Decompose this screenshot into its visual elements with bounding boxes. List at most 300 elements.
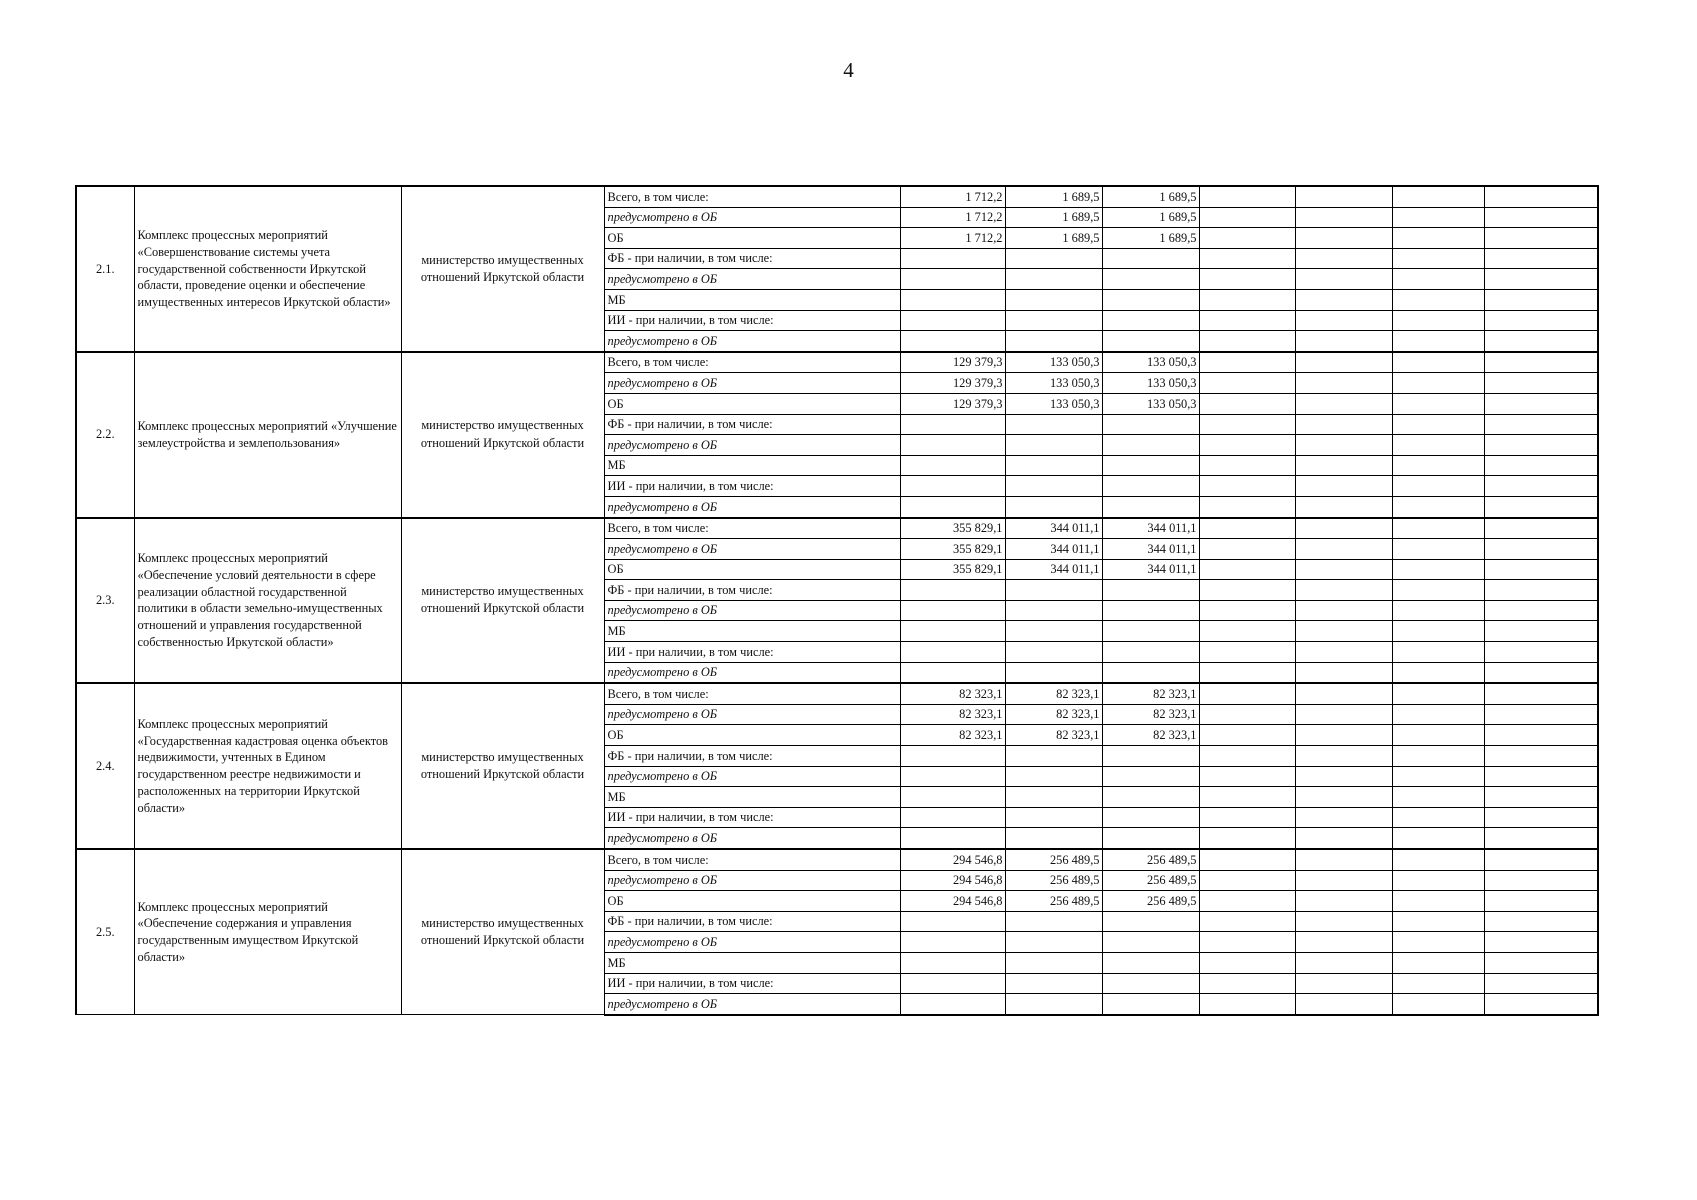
empty-cell	[1484, 973, 1598, 994]
funding-source-label: МБ	[604, 952, 900, 973]
empty-cell	[1484, 228, 1598, 249]
funding-value: 82 323,1	[1005, 683, 1102, 704]
empty-cell	[1295, 539, 1392, 560]
measure-number: 2.1.	[76, 186, 134, 352]
funding-value: 256 489,5	[1005, 849, 1102, 870]
funding-value: 82 323,1	[900, 683, 1005, 704]
empty-cell	[1199, 207, 1295, 228]
empty-cell	[1295, 331, 1392, 352]
funding-source-label: предусмотрено в ОБ	[604, 662, 900, 683]
measure-name: Комплекс процессных мероприятий «Обеспечение содержания и управления государственным имуществом Иркутской области»	[134, 849, 401, 1015]
empty-cell	[1295, 476, 1392, 497]
empty-cell	[1484, 807, 1598, 828]
funding-value: 355 829,1	[900, 539, 1005, 560]
empty-cell	[1295, 994, 1392, 1015]
page-number: 4	[843, 58, 854, 82]
empty-cell	[1484, 621, 1598, 642]
table-row	[76, 518, 1598, 539]
funding-value	[1102, 289, 1199, 310]
table-row	[76, 683, 1598, 704]
empty-cell	[1295, 828, 1392, 849]
funding-value	[1102, 310, 1199, 331]
funding-value	[900, 787, 1005, 808]
empty-cell	[1392, 787, 1484, 808]
funding-value	[1102, 435, 1199, 456]
empty-cell	[1484, 870, 1598, 891]
funding-value: 82 323,1	[1102, 683, 1199, 704]
funding-value: 1 712,2	[900, 186, 1005, 207]
funding-source-label: ФБ - при наличии, в том числе:	[604, 580, 900, 601]
funding-value	[1005, 932, 1102, 953]
empty-cell	[1295, 932, 1392, 953]
empty-cell	[1295, 186, 1392, 207]
empty-cell	[1295, 891, 1392, 912]
empty-cell	[1484, 539, 1598, 560]
empty-cell	[1295, 725, 1392, 746]
funding-value: 82 323,1	[900, 725, 1005, 746]
funding-value: 256 489,5	[1005, 891, 1102, 912]
empty-cell	[1392, 766, 1484, 787]
funding-value: 256 489,5	[1102, 849, 1199, 870]
empty-cell	[1392, 932, 1484, 953]
funding-source-label: ОБ	[604, 559, 900, 580]
empty-cell	[1199, 891, 1295, 912]
empty-cell	[1484, 849, 1598, 870]
empty-cell	[1199, 228, 1295, 249]
empty-cell	[1484, 186, 1598, 207]
funding-value	[1102, 952, 1199, 973]
empty-cell	[1392, 373, 1484, 394]
executor-name: министерство имущественных отношений Иркутской области	[401, 186, 604, 352]
funding-source-label: предусмотрено в ОБ	[604, 766, 900, 787]
funding-value: 133 050,3	[1005, 393, 1102, 414]
funding-value	[1102, 580, 1199, 601]
empty-cell	[1484, 828, 1598, 849]
funding-value: 256 489,5	[1005, 870, 1102, 891]
empty-cell	[1295, 870, 1392, 891]
empty-cell	[1199, 455, 1295, 476]
funding-value	[900, 932, 1005, 953]
empty-cell	[1392, 746, 1484, 767]
empty-cell	[1199, 870, 1295, 891]
funding-value: 1 689,5	[1102, 207, 1199, 228]
measure-name: Комплекс процессных мероприятий «Государственная кадастровая оценка объектов недвижимости, учтенных в Едином государственном реестре недвижимости и расположенных на территории Иркутской области»	[134, 683, 401, 849]
funding-value	[900, 580, 1005, 601]
empty-cell	[1392, 683, 1484, 704]
funding-value	[1102, 455, 1199, 476]
empty-cell	[1295, 911, 1392, 932]
funding-value	[900, 310, 1005, 331]
empty-cell	[1392, 228, 1484, 249]
funding-value	[1005, 580, 1102, 601]
funding-source-label: МБ	[604, 621, 900, 642]
empty-cell	[1295, 787, 1392, 808]
funding-value	[900, 496, 1005, 517]
empty-cell	[1199, 393, 1295, 414]
funding-value: 344 011,1	[1102, 518, 1199, 539]
funding-value	[1005, 994, 1102, 1015]
funding-value: 129 379,3	[900, 393, 1005, 414]
empty-cell	[1392, 704, 1484, 725]
funding-source-label: предусмотрено в ОБ	[604, 373, 900, 394]
measure-number: 2.3.	[76, 518, 134, 684]
funding-value: 82 323,1	[1005, 725, 1102, 746]
empty-cell	[1295, 952, 1392, 973]
empty-cell	[1295, 393, 1392, 414]
empty-cell	[1199, 746, 1295, 767]
empty-cell	[1199, 580, 1295, 601]
funding-value: 133 050,3	[1005, 373, 1102, 394]
funding-value: 82 323,1	[1102, 725, 1199, 746]
funding-value: 344 011,1	[1005, 559, 1102, 580]
table-row	[76, 186, 1598, 207]
funding-value: 1 689,5	[1005, 228, 1102, 249]
empty-cell	[1392, 828, 1484, 849]
funding-value	[1102, 828, 1199, 849]
funding-source-label: предусмотрено в ОБ	[604, 870, 900, 891]
funding-value	[1005, 973, 1102, 994]
funding-value	[1102, 932, 1199, 953]
funding-value	[1102, 746, 1199, 767]
funding-value	[1005, 642, 1102, 663]
empty-cell	[1295, 642, 1392, 663]
empty-cell	[1295, 228, 1392, 249]
funding-value	[1102, 766, 1199, 787]
empty-cell	[1392, 580, 1484, 601]
funding-value: 344 011,1	[1005, 539, 1102, 560]
empty-cell	[1199, 662, 1295, 683]
empty-cell	[1392, 891, 1484, 912]
funding-value	[1005, 414, 1102, 435]
funding-source-label: Всего, в том числе:	[604, 849, 900, 870]
empty-cell	[1295, 807, 1392, 828]
empty-cell	[1484, 600, 1598, 621]
empty-cell	[1199, 331, 1295, 352]
funding-value	[1005, 476, 1102, 497]
funding-source-label: ОБ	[604, 891, 900, 912]
empty-cell	[1295, 373, 1392, 394]
funding-value	[1102, 994, 1199, 1015]
empty-cell	[1199, 414, 1295, 435]
empty-cell	[1295, 704, 1392, 725]
empty-cell	[1295, 248, 1392, 269]
funding-source-label: МБ	[604, 787, 900, 808]
empty-cell	[1484, 642, 1598, 663]
funding-source-label: предусмотрено в ОБ	[604, 994, 900, 1015]
funding-value	[1102, 642, 1199, 663]
empty-cell	[1295, 662, 1392, 683]
funding-value	[900, 476, 1005, 497]
measure-name: Комплекс процессных мероприятий «Улучшение землеустройства и землепользования»	[134, 352, 401, 518]
empty-cell	[1484, 704, 1598, 725]
empty-cell	[1392, 496, 1484, 517]
funding-value: 1 689,5	[1102, 228, 1199, 249]
table-row	[76, 849, 1598, 870]
empty-cell	[1392, 518, 1484, 539]
empty-cell	[1484, 662, 1598, 683]
empty-cell	[1295, 849, 1392, 870]
funding-value: 133 050,3	[1005, 352, 1102, 373]
funding-value: 129 379,3	[900, 352, 1005, 373]
funding-value	[1005, 766, 1102, 787]
funding-source-label: предусмотрено в ОБ	[604, 331, 900, 352]
funding-source-label: предусмотрено в ОБ	[604, 600, 900, 621]
funding-value	[900, 746, 1005, 767]
funding-value: 344 011,1	[1005, 518, 1102, 539]
funding-value	[1005, 952, 1102, 973]
funding-value	[1005, 310, 1102, 331]
funding-source-label: предусмотрено в ОБ	[604, 704, 900, 725]
executor-name: министерство имущественных отношений Иркутской области	[401, 849, 604, 1015]
empty-cell	[1199, 725, 1295, 746]
funding-value	[1005, 746, 1102, 767]
funding-value: 133 050,3	[1102, 352, 1199, 373]
empty-cell	[1392, 269, 1484, 290]
measure-number: 2.5.	[76, 849, 134, 1015]
funding-value	[900, 435, 1005, 456]
empty-cell	[1199, 849, 1295, 870]
funding-value: 256 489,5	[1102, 870, 1199, 891]
empty-cell	[1484, 891, 1598, 912]
empty-cell	[1484, 932, 1598, 953]
empty-cell	[1199, 476, 1295, 497]
funding-value	[900, 994, 1005, 1015]
funding-value	[1102, 414, 1199, 435]
empty-cell	[1392, 662, 1484, 683]
empty-cell	[1295, 518, 1392, 539]
funding-value	[1005, 662, 1102, 683]
empty-cell	[1295, 496, 1392, 517]
funding-value	[1005, 455, 1102, 476]
empty-cell	[1199, 911, 1295, 932]
funding-value	[900, 662, 1005, 683]
empty-cell	[1392, 870, 1484, 891]
funding-value	[1102, 973, 1199, 994]
empty-cell	[1295, 621, 1392, 642]
funding-value	[900, 807, 1005, 828]
funding-value	[1102, 662, 1199, 683]
funding-value	[900, 269, 1005, 290]
empty-cell	[1392, 725, 1484, 746]
funding-value	[900, 828, 1005, 849]
empty-cell	[1484, 683, 1598, 704]
empty-cell	[1484, 952, 1598, 973]
funding-source-label: предусмотрено в ОБ	[604, 269, 900, 290]
empty-cell	[1392, 186, 1484, 207]
empty-cell	[1295, 352, 1392, 373]
empty-cell	[1199, 248, 1295, 269]
empty-cell	[1295, 746, 1392, 767]
funding-value	[900, 248, 1005, 269]
funding-source-label: ФБ - при наличии, в том числе:	[604, 746, 900, 767]
empty-cell	[1392, 310, 1484, 331]
funding-value: 355 829,1	[900, 559, 1005, 580]
empty-cell	[1199, 496, 1295, 517]
funding-source-label: ОБ	[604, 228, 900, 249]
executor-name: министерство имущественных отношений Иркутской области	[401, 352, 604, 518]
empty-cell	[1392, 455, 1484, 476]
funding-source-label: предусмотрено в ОБ	[604, 496, 900, 517]
funding-value: 133 050,3	[1102, 393, 1199, 414]
empty-cell	[1199, 994, 1295, 1015]
funding-source-label: ИИ - при наличии, в том числе:	[604, 310, 900, 331]
empty-cell	[1484, 310, 1598, 331]
empty-cell	[1392, 414, 1484, 435]
empty-cell	[1484, 725, 1598, 746]
empty-cell	[1295, 973, 1392, 994]
funding-value	[1102, 600, 1199, 621]
measure-name: Комплекс процессных мероприятий «Обеспечение условий деятельности в сфере реализации областной государственной политики в области земельно-имущественных отношений и управления государственной собственностью Иркутской области»	[134, 518, 401, 684]
funding-value	[900, 642, 1005, 663]
funding-source-label: предусмотрено в ОБ	[604, 207, 900, 228]
funding-value: 294 546,8	[900, 849, 1005, 870]
funding-value: 355 829,1	[900, 518, 1005, 539]
empty-cell	[1484, 580, 1598, 601]
funding-value	[1102, 787, 1199, 808]
funding-value	[1005, 828, 1102, 849]
funding-value: 294 546,8	[900, 870, 1005, 891]
funding-value	[1005, 269, 1102, 290]
funding-value	[1005, 807, 1102, 828]
funding-value	[1005, 435, 1102, 456]
empty-cell	[1484, 289, 1598, 310]
empty-cell	[1392, 994, 1484, 1015]
empty-cell	[1392, 331, 1484, 352]
empty-cell	[1392, 539, 1484, 560]
empty-cell	[1295, 559, 1392, 580]
empty-cell	[1199, 373, 1295, 394]
empty-cell	[1484, 496, 1598, 517]
funding-value	[900, 911, 1005, 932]
empty-cell	[1392, 642, 1484, 663]
empty-cell	[1199, 704, 1295, 725]
empty-cell	[1199, 518, 1295, 539]
empty-cell	[1295, 600, 1392, 621]
empty-cell	[1199, 642, 1295, 663]
empty-cell	[1484, 414, 1598, 435]
empty-cell	[1484, 994, 1598, 1015]
funding-source-label: ОБ	[604, 725, 900, 746]
funding-value	[1005, 621, 1102, 642]
empty-cell	[1199, 621, 1295, 642]
budget-table-body	[76, 186, 1598, 1015]
funding-value: 1 712,2	[900, 228, 1005, 249]
empty-cell	[1199, 828, 1295, 849]
funding-value: 1 689,5	[1005, 186, 1102, 207]
funding-value: 1 689,5	[1005, 207, 1102, 228]
empty-cell	[1484, 331, 1598, 352]
funding-value: 1 712,2	[900, 207, 1005, 228]
empty-cell	[1295, 580, 1392, 601]
empty-cell	[1199, 539, 1295, 560]
empty-cell	[1199, 269, 1295, 290]
funding-source-label: ФБ - при наличии, в том числе:	[604, 248, 900, 269]
empty-cell	[1484, 248, 1598, 269]
empty-cell	[1199, 952, 1295, 973]
funding-value: 82 323,1	[1102, 704, 1199, 725]
empty-cell	[1484, 559, 1598, 580]
empty-cell	[1484, 518, 1598, 539]
empty-cell	[1295, 455, 1392, 476]
empty-cell	[1199, 973, 1295, 994]
empty-cell	[1199, 559, 1295, 580]
funding-source-label: Всего, в том числе:	[604, 186, 900, 207]
measure-name: Комплекс процессных мероприятий «Совершенствование системы учета государственной собственности Иркутской области, проведение оценки и обеспечение имущественных интересов Иркутской области»	[134, 186, 401, 352]
funding-value	[1102, 807, 1199, 828]
empty-cell	[1392, 973, 1484, 994]
empty-cell	[1484, 393, 1598, 414]
empty-cell	[1392, 207, 1484, 228]
funding-value	[900, 414, 1005, 435]
empty-cell	[1199, 807, 1295, 828]
funding-value	[1102, 476, 1199, 497]
funding-value: 344 011,1	[1102, 539, 1199, 560]
funding-source-label: предусмотрено в ОБ	[604, 932, 900, 953]
empty-cell	[1199, 766, 1295, 787]
empty-cell	[1484, 455, 1598, 476]
funding-source-label: МБ	[604, 289, 900, 310]
empty-cell	[1199, 310, 1295, 331]
funding-value	[1005, 248, 1102, 269]
funding-source-label: Всего, в том числе:	[604, 683, 900, 704]
empty-cell	[1392, 289, 1484, 310]
empty-cell	[1484, 269, 1598, 290]
funding-value	[900, 455, 1005, 476]
funding-source-label: предусмотрено в ОБ	[604, 435, 900, 456]
funding-source-label: ИИ - при наличии, в том числе:	[604, 973, 900, 994]
empty-cell	[1199, 932, 1295, 953]
empty-cell	[1199, 683, 1295, 704]
funding-value	[1102, 621, 1199, 642]
funding-source-label: Всего, в том числе:	[604, 518, 900, 539]
funding-value: 133 050,3	[1102, 373, 1199, 394]
empty-cell	[1199, 787, 1295, 808]
empty-cell	[1295, 207, 1392, 228]
funding-value: 82 323,1	[1005, 704, 1102, 725]
funding-source-label: ИИ - при наличии, в том числе:	[604, 642, 900, 663]
empty-cell	[1295, 310, 1392, 331]
measure-number: 2.4.	[76, 683, 134, 849]
funding-value: 344 011,1	[1102, 559, 1199, 580]
funding-value	[900, 600, 1005, 621]
funding-value	[900, 621, 1005, 642]
measure-number: 2.2.	[76, 352, 134, 518]
empty-cell	[1484, 476, 1598, 497]
funding-value	[1102, 496, 1199, 517]
empty-cell	[1392, 559, 1484, 580]
funding-value: 294 546,8	[900, 891, 1005, 912]
funding-source-label: ОБ	[604, 393, 900, 414]
empty-cell	[1392, 248, 1484, 269]
funding-value	[1005, 787, 1102, 808]
empty-cell	[1392, 352, 1484, 373]
funding-source-label: ФБ - при наличии, в том числе:	[604, 911, 900, 932]
empty-cell	[1484, 435, 1598, 456]
funding-source-label: предусмотрено в ОБ	[604, 539, 900, 560]
funding-value	[1005, 496, 1102, 517]
funding-value	[1102, 331, 1199, 352]
empty-cell	[1484, 373, 1598, 394]
empty-cell	[1392, 476, 1484, 497]
funding-value	[1005, 289, 1102, 310]
empty-cell	[1295, 683, 1392, 704]
empty-cell	[1295, 414, 1392, 435]
funding-value	[1005, 600, 1102, 621]
empty-cell	[1392, 952, 1484, 973]
funding-value: 256 489,5	[1102, 891, 1199, 912]
empty-cell	[1484, 766, 1598, 787]
funding-source-label: предусмотрено в ОБ	[604, 828, 900, 849]
